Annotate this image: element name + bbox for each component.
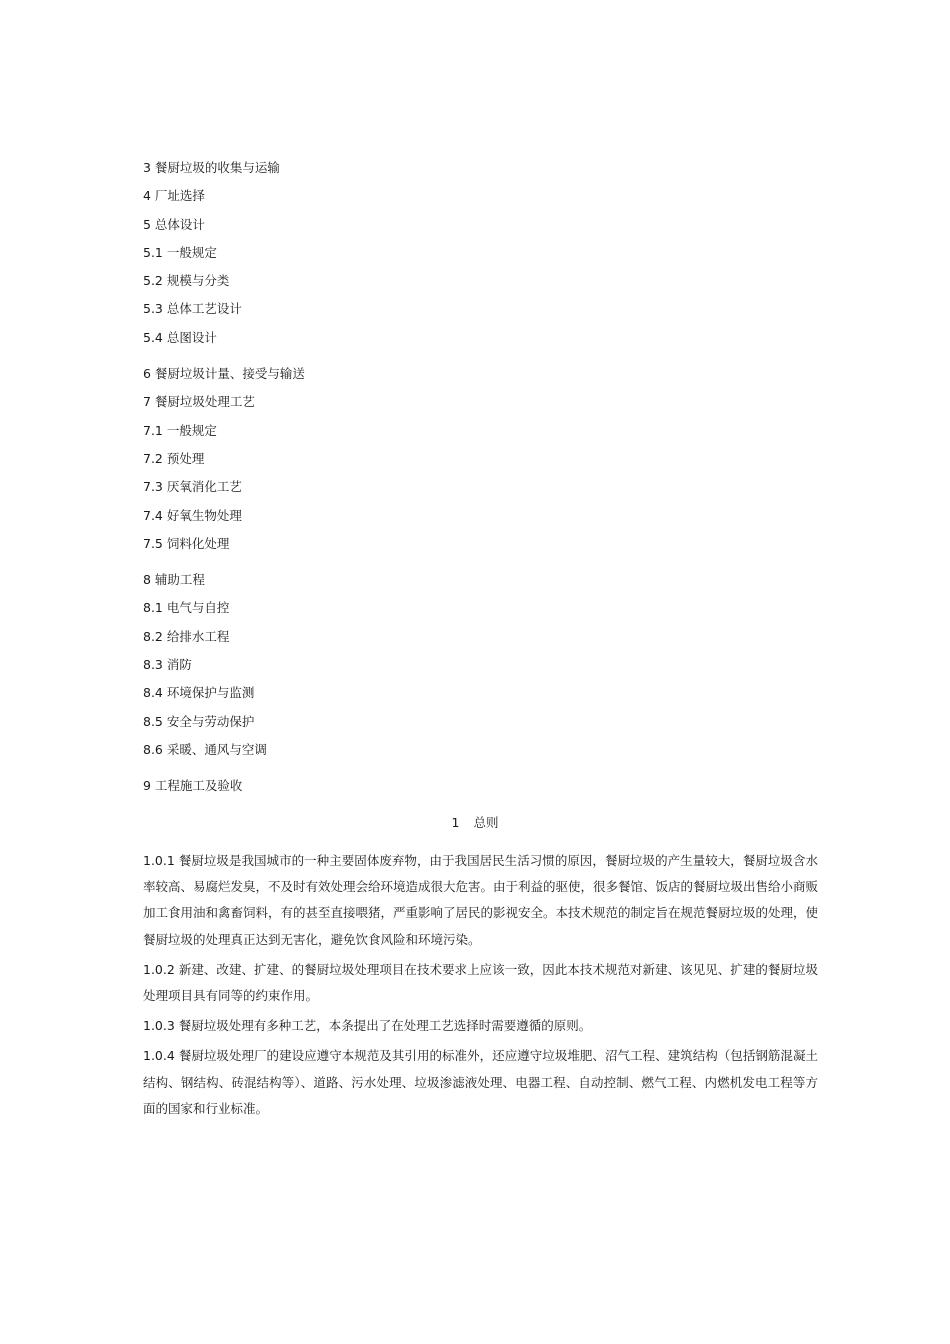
toc-item: 3 餐厨垃圾的收集与运输 bbox=[143, 160, 280, 175]
toc-item: 8.3 消防 bbox=[143, 657, 192, 673]
section-title: 总则 bbox=[473, 815, 499, 830]
toc-item: 5 总体设计 bbox=[143, 216, 205, 232]
table-of-contents bbox=[143, 158, 823, 805]
section-heading bbox=[0, 813, 950, 833]
toc-item: 7 餐厨垃圾处理工艺 bbox=[143, 394, 255, 410]
toc-item: 5.1 一般规定 bbox=[143, 244, 217, 260]
section-number: 1 bbox=[451, 815, 460, 830]
toc-item: 8.6 采暖、通风与空调 bbox=[143, 741, 267, 757]
toc-item: 8.5 安全与劳动保护 bbox=[143, 713, 255, 729]
toc-item: 6 餐厨垃圾计量、接受与输送 bbox=[143, 366, 305, 382]
paragraph: 1.0.2 新建、改建、扩建、的餐厨垃圾处理项目在技术要求上应该一致，因此本技术规范对新建、该见见、扩建的餐厨垃圾处理项目具有同等的约束作用。 bbox=[143, 961, 818, 1004]
toc-item: 9 工程施工及验收 bbox=[143, 778, 243, 794]
toc-item: 7.1 一般规定 bbox=[143, 422, 217, 438]
toc-item: 4 厂址选择 bbox=[143, 188, 205, 204]
toc-item: 5.2 规模与分类 bbox=[143, 273, 230, 289]
toc-item: 8.2 给排水工程 bbox=[143, 628, 230, 644]
toc-item: 8.4 环境保护与监测 bbox=[143, 685, 255, 701]
toc-item: 7.2 预处理 bbox=[143, 450, 205, 466]
toc-item: 8.1 电气与自控 bbox=[143, 600, 230, 616]
toc-item: 8 辅助工程 bbox=[143, 572, 205, 588]
paragraph: 1.0.1 餐厨垃圾是我国城市的一种主要固体废弃物，由于我国居民生活习惯的原因，餐厨垃圾的产生量较大，餐厨垃圾含水率较高、易腐烂发臭，不及时有效处理会给环境造成很大危害。由于利益的驱使，很多餐馆、饭店的餐厨垃圾出售给小商贩加工食用油和禽畜饲料，有的甚至直接喂猪，严重影响了居民的影视安全。本技术规范的制定旨在规范餐厨垃圾的处理，使餐厨垃圾的处理真正达到无害化，避免饮食风险和环境污染。 bbox=[143, 853, 819, 947]
toc-item: 5.4 总图设计 bbox=[143, 329, 217, 345]
toc-item: 7.3 厌氧消化工艺 bbox=[143, 479, 242, 495]
toc-item: 7.5 饲料化处理 bbox=[143, 535, 230, 551]
paragraph: 1.0.4 餐厨垃圾处理厂的建设应遵守本规范及其引用的标准外，还应遵守垃圾堆肥、沼气工程、建筑结构（包括钢筋混凝土结构、钢结构、砖混结构等）、道路、污水处理、垃圾渗滤液处理、电器工程、自动控制、燃气工程、内燃机发电工程等方面的国家和行业标准。 bbox=[143, 1048, 818, 1116]
paragraph: 1.0.3 餐厨垃圾处理有多种工艺，本条提出了在处理工艺选择时需要遵循的原则。 bbox=[143, 1018, 592, 1034]
body-text bbox=[143, 848, 818, 1126]
toc-item: 5.3 总体工艺设计 bbox=[143, 301, 242, 317]
toc-item: 7.4 好氧生物处理 bbox=[143, 507, 242, 523]
